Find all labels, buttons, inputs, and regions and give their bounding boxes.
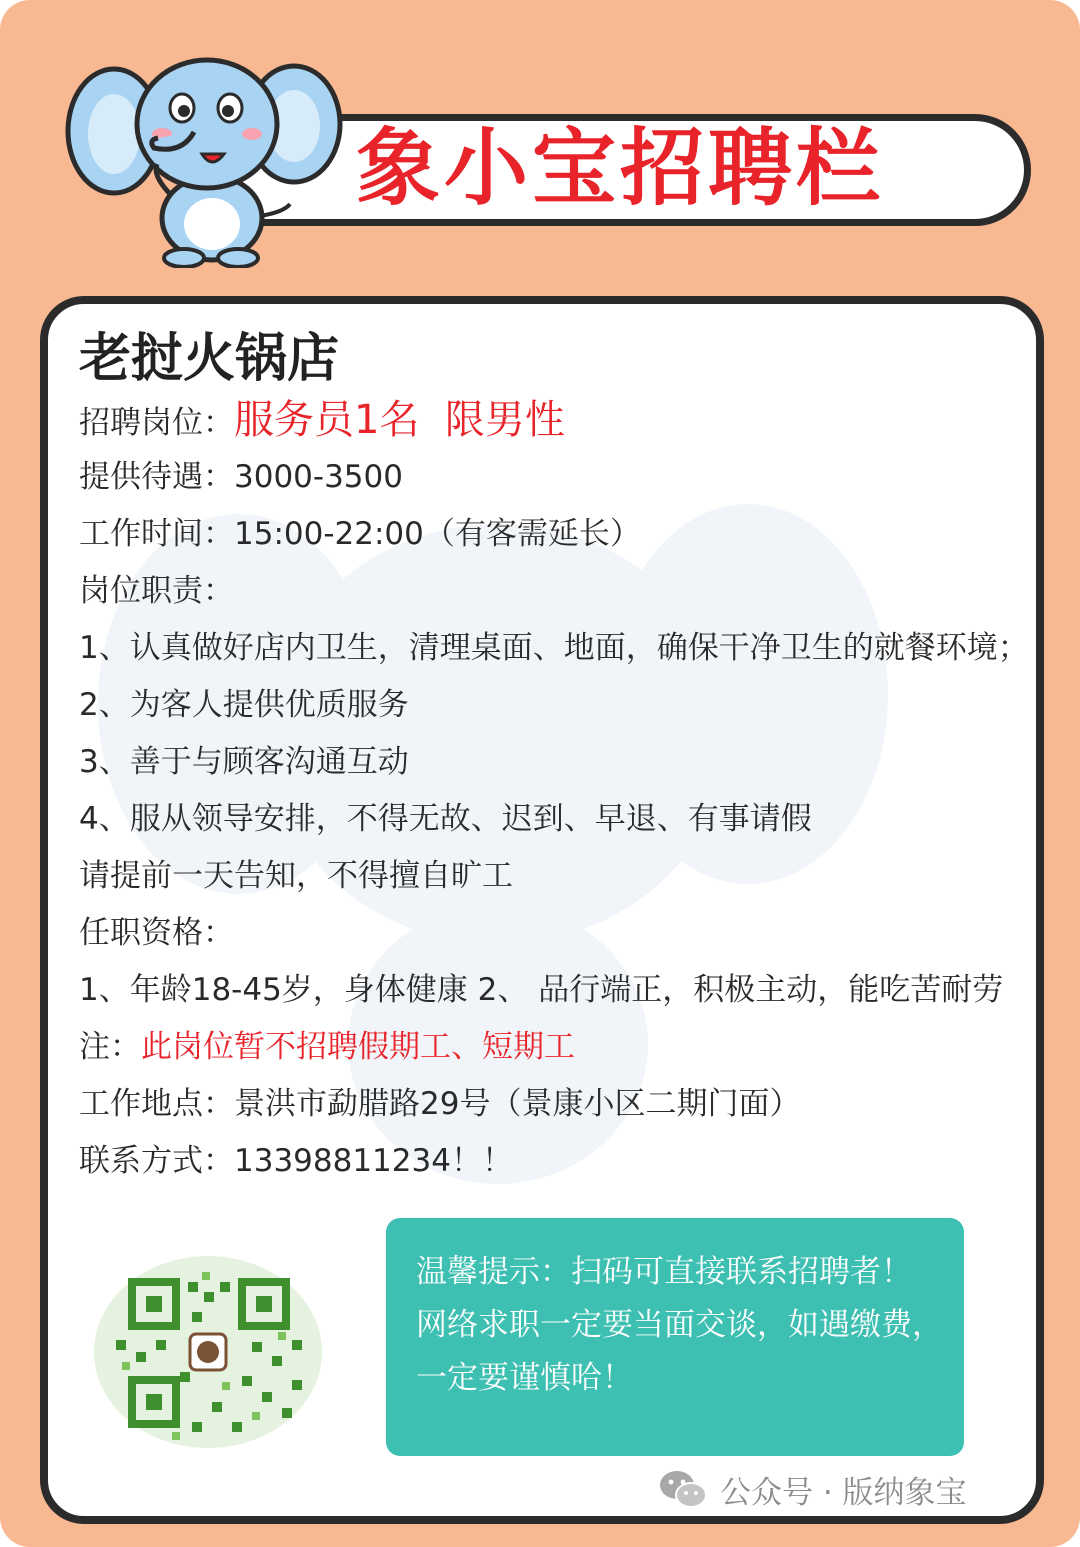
warm-tip-box xyxy=(386,1218,964,1456)
position-value: 服务员1名 限男性 xyxy=(234,397,565,443)
salary-label: 提供待遇： xyxy=(79,459,234,495)
location-label: 工作地点： xyxy=(79,1086,234,1122)
salary-value: 3000-3500 xyxy=(234,459,403,495)
source-watermark xyxy=(658,1464,967,1514)
note-value: 此岗位暂不招聘假期工、短期工 xyxy=(141,1029,575,1065)
contact-row xyxy=(79,1133,1044,1190)
hours-value: 15:00-22:00（有客需延长） xyxy=(234,516,641,552)
job-card xyxy=(40,296,1044,1524)
source-text: 公众号 · 版纳象宝 xyxy=(720,1474,967,1511)
requirement-item: 1、年龄18-45岁，身体健康 2、 品行端正，积极主动，能吃苦耐劳 xyxy=(79,972,1004,1008)
duty-item: 4、服从领导安排，不得无故、迟到、早退、有事请假 xyxy=(79,801,812,837)
note-row xyxy=(79,1019,1044,1076)
position-row xyxy=(79,392,1044,449)
contact-label: 联系方式： xyxy=(79,1143,234,1179)
location-value: 景洪市勐腊路29号（景康小区二期门面） xyxy=(234,1086,801,1122)
tip-line: 网络求职一定要当面交谈，如遇缴费， xyxy=(416,1307,943,1343)
duty-item: 1、认真做好店内卫生，清理桌面、地面，确保干净卫生的就餐环境； xyxy=(79,630,1029,666)
tip-line: 一定要谨慎哈！ xyxy=(416,1360,633,1396)
wechat-icon xyxy=(658,1467,708,1511)
contact-value[interactable]: 13398811234！！ xyxy=(234,1143,513,1179)
duty-item: 请提前一天告知，不得擅自旷工 xyxy=(79,858,513,894)
poster-title: 象小宝招聘栏 xyxy=(356,119,885,217)
position-label: 招聘岗位： xyxy=(79,405,234,441)
shop-name: 老挝火锅店 xyxy=(79,329,340,389)
hours-row xyxy=(79,506,1044,563)
qr-code-icon[interactable] xyxy=(92,1252,324,1452)
posting-content xyxy=(79,326,1044,1190)
salary-row xyxy=(79,449,1044,506)
elephant-mascot-icon xyxy=(62,36,347,268)
duties-heading: 岗位职责： xyxy=(79,573,234,609)
note-label: 注： xyxy=(79,1029,141,1065)
duty-item: 3、善于与顾客沟通互动 xyxy=(79,744,409,780)
hours-label: 工作时间： xyxy=(79,516,234,552)
duty-item: 2、为客人提供优质服务 xyxy=(79,687,409,723)
tip-line: 温馨提示：扫码可直接联系招聘者！ xyxy=(416,1254,912,1290)
requirements-heading: 任职资格： xyxy=(79,915,234,951)
location-row xyxy=(79,1076,1044,1133)
